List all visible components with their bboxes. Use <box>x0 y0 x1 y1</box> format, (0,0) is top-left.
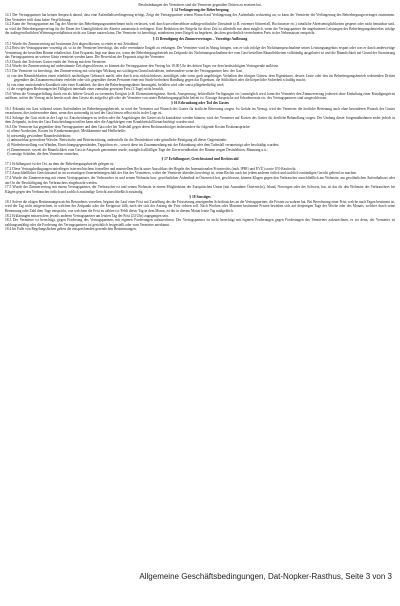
list-item: f) sonstige Schäden, die dem Vermieter entstehen. <box>7 152 79 157</box>
clause-paragraph: 17.1 Erfüllungsort ist der Ort, an dem der Beherbergungsbetrieb gelegen ist. <box>5 162 115 167</box>
clause-paragraph: 15.2 Reist der Vertragspartner vorzeitig ab, so ist der Vermieter berechtigt, das volle vereinbarte Entgelt zu verlangen. Der Vermieter wird in Abzug bringen, was er sich infolge der Nichtinanspruchnahme seines Leistungsangebots erspart oder was er durch anderweitige Vermietung der bestellten Räume erhalten hat. Eine Ersparnis liegt nur dann vor, wenn der Beherbergungsbetrieb im Zeitpunkt der Nichtinanspruchnahme der vom Gast bestellten Räumlichkeiten vollständig ausgelastet ist und die Räumlichkeit auf Grund der Stornierung des Vertragspartners an weitere Gäste vermietet werden kann. Die Beweislast der Ersparnis trägt der Vermieter. <box>5 46 395 60</box>
list-item: b) notwendig gewordene Raumdesinfektion; <box>7 133 71 138</box>
list-item: a) von den Räumlichkeiten einen erheblich nachteiligen Gebrauch macht oder durch sein rücksichtsloses, anstößiges oder sonst grob ungehöriges Verhalten den übrigen Gästen, dem Eigentümer, dessen Leute oder den im Beherbergungsbetrieb wohnenden Dritten gegenüber das Zusammenwohnen verleidet oder sich gegenüber diesen Personen einer mit Strafe bedrohten Handlung gegen das Eigentum, die Sittlichkeit oder die körperliche Sicherheit schuldig macht; <box>7 73 395 83</box>
list-item: d) Wiederherstellung von Wänden, Einrichtungsgegenständen, Teppichen etc., soweit diese im Zusammenhang mit der Erkrankung oder dem Todesfall verunreinigt oder beschädigt wurden; <box>7 142 279 147</box>
clause-paragraph: Beschränkungen des Vermieters sind die Vermieter gegenüber Dritten zu ersetzen hat. <box>138 3 262 7</box>
list-item: b) von einer ansteckenden Krankheit oder einer Krankheit, die über die Beherbergungsdauer hinausgeht, befallen wird oder sonst pflegebedürftig wird; <box>7 82 225 87</box>
clause-paragraph: 15.6 Wenn die Vertragserfüllung durch ein als höhere Gewalt zu wertendes Ereignis (z.B. Elementarereignisse, Streik, Aussperrung, behördliche Verfügungen etc.) unmöglich wird, kann der Vermieter den Zimmervertrag jederzeit ohne Einhaltung einer Kündigungsfrist auflösen, sofern der Vertrag nicht bereits nach dem Gesetz als aufgelöst gilt oder der Vermieter von seiner Beherbergungspflicht befreit ist. Etwaige Ansprüche auf Schadenersatz etc. des Vertragspartners sind ausgeschlossen. <box>5 91 395 101</box>
clause-paragraph: 15.4 Wurde der Zimmervertrag auf unbestimmte Zeit abgeschlossen, so können die Vertragspartner den Vertrag bis 10.00 Uhr des dritten Tages vor dem beabsichtigten Vertragsende auflösen. <box>5 64 279 69</box>
section-heading: § 16 Erkrankung oder Tod des Gastes <box>171 101 229 106</box>
clause-paragraph: 16.3 Der Vermieter hat gegenüber dem Vertragspartner und dem Gast oder bei Todesfall gegen deren Rechtsnachfolger insbesondere für folgende Kosten Ersatzansprüche: <box>5 124 251 129</box>
list-item: a) offene Arztkosten, Kosten für Krankentransport, Medikamente und Heilbehelfe; <box>7 129 126 134</box>
list-item: e) Zimmermiete, soweit die Räumlichkeit vom Gast in Anspruch genommen wurde, zuzüglich allfälliger Tage der Unverwendbarkeit der Räume wegen Desinfektion, Räumung u.ä.; <box>7 147 268 152</box>
list-item: c) die vorgelegten Rechnungen bei Fälligkeit innerhalb einer zumutbar gesetzten Frist (3 Tage) nicht bezahlt. <box>7 87 164 92</box>
clause-paragraph: 18.3 Der Vermieter ist berechtigt, gegen Forderung des Vertragspartners mit eigenen Forderungen aufzurechnen. Der Vertragspartner ist nicht berechtigt mit eigenen Forderungen gegen Forderungen des Vermieters aufzurechnen, es sei denn, der Vermieter ist zahlungsunfähig oder die Forderung des Vertragspartners ist gerichtlich festgestellt oder vom Vermieter anerkannt. <box>5 218 395 227</box>
section-heading: § 15 Beendigung des Zimmervertrages – Vorzeitige Auflösung <box>152 36 248 41</box>
section-heading: § 17 Erfüllungsort, Gerichtsstand und Rechtswahl <box>161 157 239 162</box>
list-item: c) unbrauchbar gewordene Wäsche, Bettwäsche und Betteinrichtung, andernfalls für die Desinfektion oder gründliche Reinigung all dieser Gegenstände; <box>7 138 227 143</box>
page-footer: Allgemeine Geschäftsbedingungen, Dat-Nopker-Rasthus, Seite 3 von 3 <box>139 572 392 581</box>
clause-paragraph: 16.2 Solange der Gast nicht in der Lage ist, Entscheidungen zu treffen oder die Angehörigen des Gastes nicht kontaktiert werden können, wird der Vermieter auf Kosten des Gastes für ärztliche Behandlung sorgen. Der Umfang dieser Sorgemaßnahmen endet jedoch in dem Zeitpunkt, in dem der Gast Entscheidungen treffen kann oder die Angehörigen vom Krankheitsfall benachrichtigt worden sind. <box>5 115 395 125</box>
clause-paragraph: 14.1 Der Vertragspartner hat keinen Anspruch darauf, dass eine Aufenthaltsverlängerung erfolgt. Zeigt der Vertragspartner seinen Wunsch auf Verlängerung des Aufenthalts rechtzeitig an, so kann der Vermieter der Verlängerung des Beherbergungsvertrages zustimmen. Den Vermieter trifft dazu keine Verpflichtung. <box>5 13 395 22</box>
section-heading: § 14 Verlängerung der Beherbergung <box>171 8 229 13</box>
clause-paragraph: 17.4 Wurde der Zimmervertrag mit einem Vertragspartner, der Verbraucher ist und seinen Wohnsitz bzw. gewöhnlichen Aufenthalt in Österreich hat, geschlossen, können Klagen gegen den Verbraucher ausschließlich am Wohnsitz, am gewöhnlichen Aufenthaltsort oder am Ort der Beschäftigung des Verbrauchers eingebracht werden. <box>5 175 395 185</box>
clause-paragraph: 14.2 Kann der Vertragspartner am Tag der Abreise das Beherbergungsunternehmen nicht verlassen, weil durch unvorhersehbare außergewöhnliche Umstände (z.B. extremer Schneefall, Hochwasser etc.) sämtliche Abreisemöglichkeiten gesperrt oder nicht benützbar sind, so wird der Beherbergungsvertrag für die Dauer der Unmöglichkeit der Abreise automatisch verlängert. Eine Reduktion des Entgelts für diese Zeit ist allenfalls nur dann möglich, wenn der Vertragspartner die angebotenen Leistungen des Beherbergungsbetriebes infolge der außergewöhnlichen Witterungsverhältnisse nicht zur Gänze nutzen kann. Der Vermieter ist berechtigt, mindestens jenes Entgelt zu begehren, das dem gewöhnlich verrechneten Preis in der Nebensaison entspricht. <box>5 22 395 36</box>
clause-paragraph: 17.2 Diese Vertragsbedingungen unterliegen österreichischem formellen und materiellem Recht unter Ausschluss der Regeln des Internationalen Privatrechts (insb. IPRG und EVÜ) sowie UN-Kaufrecht. <box>5 166 297 171</box>
clause-paragraph: 16.1 Erkrankt ein Gast während seines Aufenthaltes im Beherbergungsbetrieb, so wird der Vermieter auf Wunsch des Gastes für ärztliche Betreuung sorgen. Ist Gefahr im Verzug, wird der Vermieter die ärztliche Betreuung auch ohne besonderen Wunsch des Gastes veranlassen, dies insbesondere dann, wenn dies notwendig ist und der Gast hierzu selbst nicht in der Lage ist. <box>5 106 395 116</box>
clause-paragraph: 18.4 Im Falle von Regelungslücken gelten die entsprechenden gesetzlichen Bestimmungen. <box>5 227 137 232</box>
clause-paragraph: 15.3 Durch den Tod eines Gastes endet der Vertrag mit dem Vermieter. <box>5 59 107 64</box>
clause-paragraph: 17.5 Wurde der Zimmervertrag mit einem Vertragspartner, der Verbraucher ist und seinen Wohnsitz in einem Mitgliedstaat der Europäischen Union (mit Ausnahme Österreichs), Island, Norwegen oder der Schweiz, hat, ist das für den Wohnsitz des Verbrauchers für Klagen gegen den Verbraucher örtlich und sachlich zuständige Gericht ausschließlich zuständig. <box>5 185 395 194</box>
clause-paragraph: 18.1 Sofern die obigen Bestimmungen nichts Besonderes vorsehen, beginnt der Lauf einer Frist mit Zustellung des die Fristsetzung anzeigenden Schriftstückes an die Vertragspartner, die Fristen zu wahren hat. Bei Berechnung einer Frist, welche nach Tagen bestimmt ist, wird der Tag nicht mitgerechnet, in welchen der Zeitpunkt oder die Ereignisse fällt, nach der sich der Anfang der Frist richten soll. Nach Wochen oder Monaten bestimmte Fristen beziehen sich auf denjenigen Tage der Woche oder des Monats, welcher durch seine Benennung oder Zahl dem Tage entspricht, von welchem die Frist zu zählen ist. Fehlt dieser Tag in dem Monat, ist der in diesem Monat letzte Tag maßgeblich. <box>5 199 395 213</box>
clause-paragraph: 17.3 Ausschließlicher Gerichtsstand ist im zweiseitigen Unternehmergeschäft der Sitz des Vermieters, wobei der Vermieter überdies berechtigt ist, seine Rechte auch bei jedem anderen örtlich und sachlich zuständigen Gericht geltend zu machen. <box>5 171 357 176</box>
clause-paragraph: 15.1 Wurde der Zimmervertrag auf bestimmte Zeit abgeschlossen, so endet er mit Zeitablauf. <box>5 41 140 46</box>
clause-paragraph: 18.2 Erklärungen müssen dem jeweils anderen Vertragspartner am letzten Tag der Frist (24 Uhr) zugegangen sein. <box>5 213 169 218</box>
clause-paragraph: 15.5 Der Vermieter ist berechtigt, den Zimmervertrag mit sofortiger Wirkung aus wichtigem Grund aufzulösen, insbesondere wenn der Vertragspartner bzw. der Gast <box>5 69 243 74</box>
terms-body <box>5 3 395 568</box>
section-heading: § 18 Sonstiges <box>189 194 211 199</box>
